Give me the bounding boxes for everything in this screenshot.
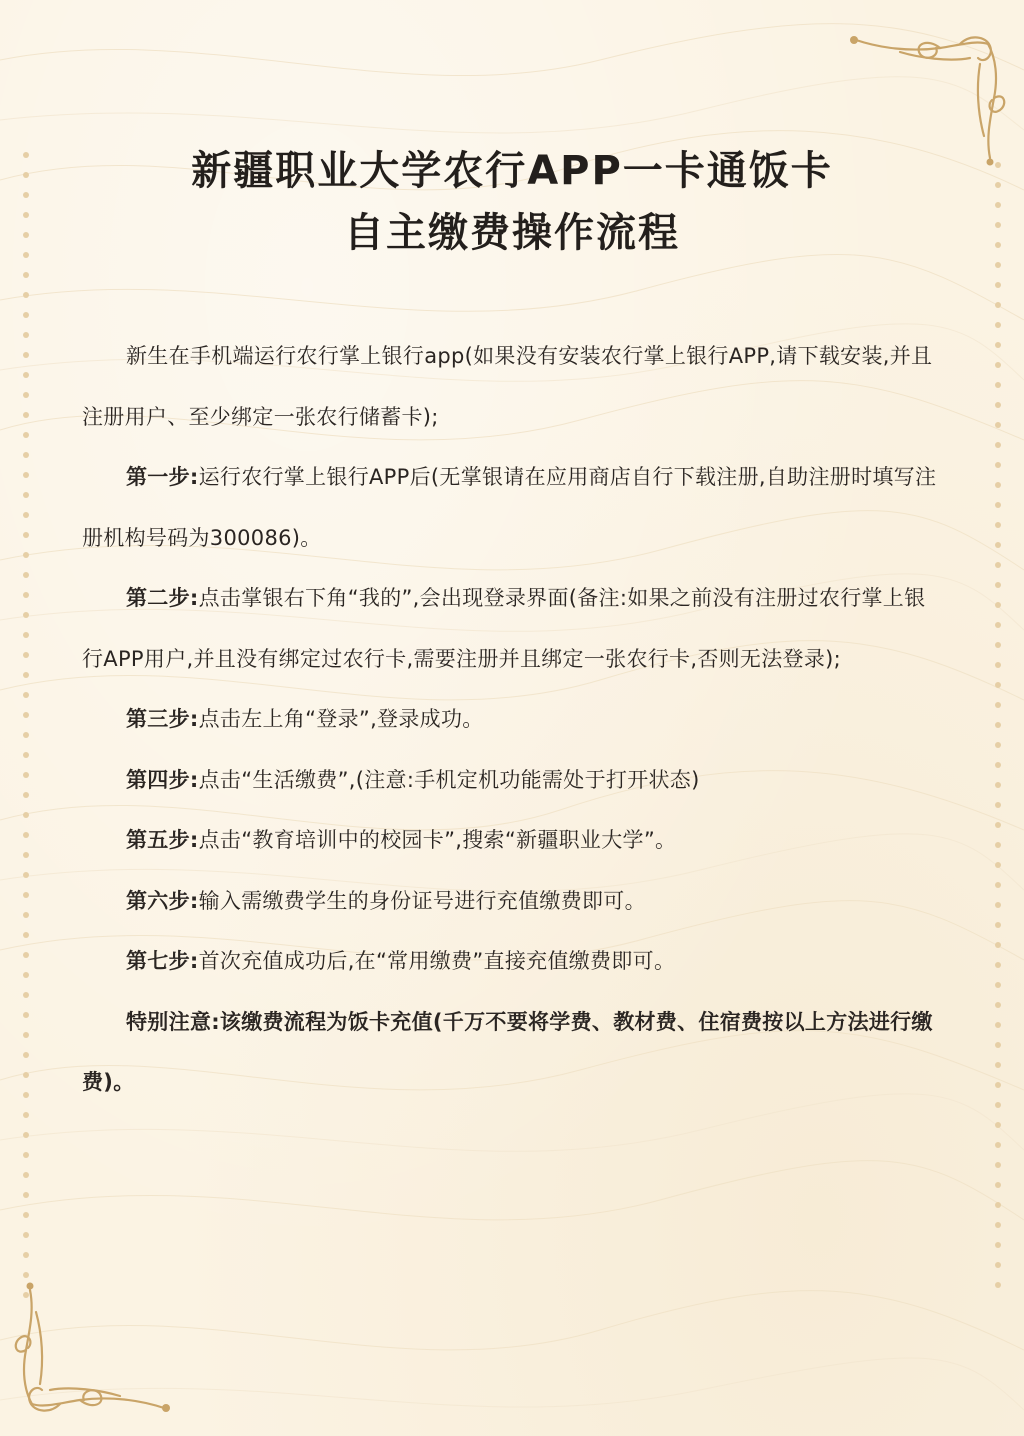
page-title [0, 140, 1024, 264]
step-text: 输入需缴费学生的身份证号进行充值缴费即可。 [198, 888, 646, 913]
step-label: 第三步: [126, 707, 199, 731]
step-label: 第七步: [126, 949, 199, 973]
step-label: 第四步: [126, 767, 199, 792]
step-label: 第五步: [126, 828, 199, 852]
step-text: 点击“生活缴费”,(注意:手机定机功能需处于打开状态) [198, 767, 700, 792]
step-label: 第一步: [126, 465, 199, 489]
title-line-2: 自主缴费操作流程 [344, 210, 680, 256]
step-6 [82, 871, 938, 932]
step-text: 点击左上角“登录”,登录成功。 [198, 707, 484, 731]
step-label: 第二步: [126, 586, 199, 610]
notice-label: 特别注意: [126, 1009, 220, 1034]
left-dotted-border [22, 150, 30, 1310]
special-notice [82, 992, 938, 1113]
instructions-body [82, 326, 938, 1113]
step-text: 运行农行掌上银行APP后(无掌银请在应用商店自行下载注册,自助注册时填写注册机构号码为300086)。 [82, 465, 937, 550]
step-text: 点击掌银右下角“我的”,会出现登录界面(备注:如果之前没有注册过农行掌上银行APP用户,并且没有绑定过农行卡,需要注册并且绑定一张农行卡,否则无法登录); [82, 586, 926, 671]
step-label: 第六步: [126, 888, 199, 913]
step-5 [82, 810, 938, 871]
step-4 [82, 750, 938, 811]
corner-flourish-icon [10, 1270, 180, 1420]
step-7 [82, 931, 938, 992]
title-line-1: 新疆职业大学农行APP一卡通饭卡 [191, 148, 833, 194]
right-dotted-border [994, 150, 1002, 1310]
step-text: 点击“教育培训中的校园卡”,搜索“新疆职业大学”。 [198, 828, 677, 852]
step-text: 首次充值成功后,在“常用缴费”直接充值缴费即可。 [198, 949, 676, 973]
step-1 [82, 447, 938, 568]
intro-paragraph: 新生在手机端运行农行掌上银行app(如果没有安装农行掌上银行APP,请下载安装,并且注册用户、至少绑定一张农行储蓄卡); [82, 344, 933, 429]
notice-text: 该缴费流程为饭卡充值(千万不要将学费、教材费、住宿费按以上方法进行缴费)。 [82, 1009, 933, 1094]
step-2 [82, 568, 938, 689]
step-3 [82, 689, 938, 750]
